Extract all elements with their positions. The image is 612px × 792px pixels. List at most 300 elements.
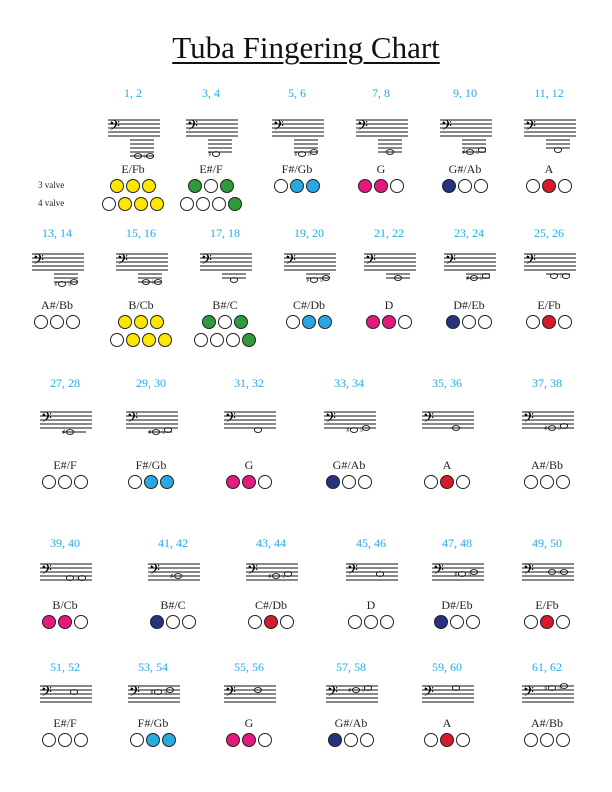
- note-name: G#/Ab: [334, 716, 368, 730]
- sharp-icon: ♯: [148, 428, 152, 437]
- bass-clef-icon: 𝄢: [129, 684, 140, 704]
- sharp-icon: ♯: [348, 686, 352, 695]
- bass-clef-icon: 𝄢: [117, 252, 128, 272]
- three-valve-fingering: [506, 615, 588, 629]
- valve-circle: [34, 315, 48, 329]
- valve-circle: [456, 733, 470, 747]
- valve-circle: [150, 615, 164, 629]
- valve-circle: [42, 475, 56, 489]
- bass-clef-icon: 𝄢: [347, 562, 358, 582]
- valve-circle: [162, 733, 176, 747]
- valve-circle: [478, 315, 492, 329]
- note-name: F#/Gb: [281, 162, 313, 176]
- valve-circle: [158, 333, 172, 347]
- sharp-icon: ♯: [208, 150, 212, 159]
- valve-circle: [212, 197, 226, 211]
- valve-circle: [542, 315, 556, 329]
- valve-circle: [202, 315, 216, 329]
- flat-icon: ♭: [558, 568, 562, 576]
- bass-clef-icon: 𝄢: [285, 252, 296, 272]
- valve-circle: [328, 733, 342, 747]
- staff-wrapper: [524, 250, 576, 280]
- valve-circle: [342, 475, 356, 489]
- note-numbers: 19, 20: [294, 226, 324, 240]
- bass-clef-icon: 𝄢: [523, 562, 534, 582]
- valve-circle: [58, 475, 72, 489]
- note-numbers: 27, 28: [50, 376, 80, 390]
- valve-circle: [204, 179, 218, 193]
- flat-icon: ♭: [362, 686, 366, 694]
- valve-circle: [218, 315, 232, 329]
- sharp-icon: ♯: [150, 688, 154, 697]
- staff: [224, 408, 276, 452]
- note-name: B/Cb: [128, 298, 154, 312]
- valve-circle: [474, 179, 488, 193]
- valve-circle: [358, 179, 372, 193]
- note-numbers: 49, 50: [532, 536, 562, 550]
- staff-wrapper: [186, 116, 238, 159]
- valve-circle: [110, 333, 124, 347]
- valve-circle: [242, 333, 256, 347]
- valve-circle: [150, 315, 164, 329]
- staff: [116, 250, 168, 294]
- valve-circle: [542, 179, 556, 193]
- three-valve-fingering: [268, 315, 350, 329]
- sharp-icon: ♯: [294, 150, 298, 159]
- sharp-icon: ♯: [544, 424, 548, 433]
- three-valve-fingering: [112, 733, 194, 747]
- three-valve-fingering: [184, 315, 266, 329]
- valve-circle: [126, 179, 140, 193]
- valve-circle: [258, 475, 272, 489]
- note-name: F#/Gb: [137, 716, 169, 730]
- valve-circle: [526, 179, 540, 193]
- flat-icon: ♭: [308, 150, 312, 158]
- bass-clef-icon: 𝄢: [365, 252, 376, 272]
- bass-clef-icon: 𝄢: [109, 118, 120, 138]
- valve-circle: [134, 315, 148, 329]
- sharp-icon: ♯: [54, 280, 58, 289]
- valve-circle: [360, 733, 374, 747]
- bass-clef-icon: 𝄢: [41, 684, 52, 704]
- valve-circle: [146, 733, 160, 747]
- flat-icon: ♭: [320, 276, 324, 284]
- note-numbers: 31, 32: [234, 376, 264, 390]
- staff-wrapper: [200, 250, 252, 280]
- staff: [444, 250, 496, 294]
- valve-circle: [74, 475, 88, 489]
- staff-wrapper: [40, 560, 92, 590]
- note-numbers: 5, 6: [288, 86, 306, 100]
- three-valve-fingering: [100, 315, 182, 329]
- valve-circle: [374, 179, 388, 193]
- bass-clef-icon: 𝄢: [433, 562, 444, 582]
- bass-clef-icon: 𝄢: [523, 684, 534, 704]
- valve-circle: [358, 475, 372, 489]
- valve-circle: [440, 475, 454, 489]
- valve-circle: [242, 475, 256, 489]
- note-name: A#/Bb: [530, 716, 563, 730]
- three-valve-fingering: [24, 615, 106, 629]
- note-numbers: 23, 24: [454, 226, 484, 240]
- note-name: D: [366, 598, 376, 612]
- valve-circle: [142, 179, 156, 193]
- note-name: G#/Ab: [332, 458, 366, 472]
- flat-icon: ♭: [480, 274, 484, 282]
- valve-circle: [134, 197, 148, 211]
- note-numbers: 25, 26: [534, 226, 564, 240]
- sharp-icon: ♯: [268, 572, 272, 581]
- three-valve-fingering: [92, 179, 174, 193]
- valve-circle: [450, 615, 464, 629]
- note-numbers: 21, 22: [374, 226, 404, 240]
- staff-wrapper: [422, 408, 474, 438]
- valve-circle: [228, 197, 242, 211]
- staff-wrapper: [284, 250, 336, 285]
- note-numbers: 39, 40: [50, 536, 80, 550]
- valve-circle: [442, 179, 456, 193]
- note-name: A: [544, 162, 554, 176]
- valve-circle: [456, 475, 470, 489]
- staff-wrapper: [524, 116, 576, 146]
- sharp-icon: ♯: [466, 274, 470, 283]
- bass-clef-icon: 𝄢: [41, 410, 52, 430]
- note-name: E#/F: [53, 716, 77, 730]
- valve-circle: [248, 615, 262, 629]
- staff-wrapper: [324, 408, 376, 438]
- flat-icon: ♭: [468, 570, 472, 578]
- valve-circle: [540, 733, 554, 747]
- staff-wrapper: [522, 408, 574, 438]
- three-valve-fingering: [308, 475, 390, 489]
- note-name: G: [376, 162, 386, 176]
- valve-circle: [558, 179, 572, 193]
- staff-wrapper: [422, 682, 474, 712]
- valve-circle: [274, 179, 288, 193]
- page-title: Tuba Fingering Chart: [172, 30, 440, 65]
- valve-circle: [458, 179, 472, 193]
- valve-circle: [118, 197, 132, 211]
- three-valve-fingering: [506, 733, 588, 747]
- bass-clef-icon: 𝄢: [423, 684, 434, 704]
- sharp-icon: ♯: [62, 428, 66, 437]
- bass-clef-icon: 𝄢: [225, 410, 236, 430]
- flat-icon: ♭: [164, 688, 168, 696]
- staff-wrapper: [126, 408, 178, 438]
- three-valve-fingering: [208, 475, 290, 489]
- valve-circle: [364, 615, 378, 629]
- valve-circle: [196, 197, 210, 211]
- sharp-icon: ♯: [544, 684, 548, 693]
- valve-circle: [382, 315, 396, 329]
- three-valve-fingering: [16, 315, 98, 329]
- bass-clef-icon: 𝄢: [225, 684, 236, 704]
- three-valve-fingering: [24, 475, 106, 489]
- staff: [524, 116, 576, 160]
- staff-wrapper: [224, 682, 276, 712]
- staff: [126, 408, 178, 452]
- staff: [40, 408, 92, 452]
- three-valve-fingering: [330, 615, 412, 629]
- three-valve-fingering: [416, 615, 498, 629]
- four-valve-fingering: [184, 333, 266, 347]
- three-valve-fingering: [406, 475, 488, 489]
- note-numbers: 55, 56: [234, 660, 264, 674]
- note-numbers: 59, 60: [432, 660, 462, 674]
- staff-wrapper: [224, 408, 276, 438]
- valve-circle: [526, 315, 540, 329]
- staff-wrapper: [272, 116, 324, 159]
- staff-wrapper: [116, 250, 168, 286]
- staff-wrapper: [346, 560, 398, 590]
- staff: [200, 250, 252, 294]
- note-numbers: 13, 14: [42, 226, 72, 240]
- valve-circle: [258, 733, 272, 747]
- note-name: G: [244, 716, 254, 730]
- three-valve-fingering: [424, 179, 506, 193]
- note-name: G: [244, 458, 254, 472]
- staff-wrapper: [32, 250, 84, 289]
- bass-clef-icon: 𝄢: [325, 410, 336, 430]
- note-name: A#/Bb: [40, 298, 73, 312]
- staff-wrapper: [440, 116, 492, 157]
- three-valve-fingering: [428, 315, 510, 329]
- note-name: A#/Bb: [530, 458, 563, 472]
- three-valve-fingering: [170, 179, 252, 193]
- three-valve-fingering: [24, 733, 106, 747]
- valve-circle: [42, 615, 56, 629]
- note-name: A: [442, 716, 452, 730]
- valve-circle: [110, 179, 124, 193]
- flat-icon: ♭: [476, 148, 480, 156]
- sharp-icon: ♯: [454, 570, 458, 579]
- note-numbers: 51, 52: [50, 660, 80, 674]
- note-numbers: 3, 4: [202, 86, 220, 100]
- valve-circle: [524, 733, 538, 747]
- valve-circle: [556, 475, 570, 489]
- note-name: D#/Eb: [453, 298, 485, 312]
- sharp-icon: ♯: [170, 572, 174, 581]
- valve-circle: [128, 475, 142, 489]
- staff: [284, 250, 336, 294]
- valve-circle: [188, 179, 202, 193]
- valve-circle: [540, 475, 554, 489]
- valve-circle: [280, 615, 294, 629]
- valve-circle: [66, 315, 80, 329]
- staff-wrapper: [108, 116, 160, 160]
- bass-clef-icon: 𝄢: [41, 562, 52, 582]
- note-numbers: 9, 10: [453, 86, 477, 100]
- valve-circle: [366, 315, 380, 329]
- valve-circle: [226, 475, 240, 489]
- valve-circle: [74, 733, 88, 747]
- flat-icon: ♭: [560, 272, 564, 280]
- staff-wrapper: [522, 560, 574, 590]
- note-numbers: 41, 42: [158, 536, 188, 550]
- four-valve-fingering: [170, 197, 252, 211]
- sharp-icon: ♯: [346, 426, 350, 435]
- bass-clef-icon: 𝄢: [441, 118, 452, 138]
- valve-circle: [242, 733, 256, 747]
- valve-circle: [150, 197, 164, 211]
- three-valve-fingering: [506, 475, 588, 489]
- valve-circle: [144, 475, 158, 489]
- valve-circle: [264, 615, 278, 629]
- bass-clef-icon: 𝄢: [127, 410, 138, 430]
- valve-circle: [220, 179, 234, 193]
- valve-circle: [390, 179, 404, 193]
- valve-circle: [118, 315, 132, 329]
- note-name: D: [384, 298, 394, 312]
- note-name: A: [442, 458, 452, 472]
- note-name: C#/Db: [292, 298, 325, 312]
- note-name: E/Fb: [535, 598, 559, 612]
- valve-circle: [398, 315, 412, 329]
- staff-wrapper: [432, 560, 484, 590]
- valve-circle: [74, 615, 88, 629]
- three-valve-fingering: [310, 733, 392, 747]
- staff: [272, 116, 324, 160]
- valve-circle: [434, 615, 448, 629]
- note-name: E#/F: [53, 458, 77, 472]
- valve-circle: [102, 197, 116, 211]
- staff: [32, 250, 84, 294]
- note-name: E/Fb: [537, 298, 561, 312]
- bass-clef-icon: 𝄢: [423, 410, 434, 430]
- valve-circle: [558, 315, 572, 329]
- three-valve-fingering: [406, 733, 488, 747]
- valve-circle: [318, 315, 332, 329]
- note-numbers: 15, 16: [126, 226, 156, 240]
- note-name: D#/Eb: [441, 598, 473, 612]
- three-valve-fingering: [340, 179, 422, 193]
- valve-circle: [424, 475, 438, 489]
- valve-circle: [286, 315, 300, 329]
- note-name: G#/Ab: [448, 162, 482, 176]
- valve-circle: [446, 315, 460, 329]
- staff: [356, 116, 408, 160]
- bass-clef-icon: 𝄢: [357, 118, 368, 138]
- valve-circle: [306, 179, 320, 193]
- valve-circle: [126, 333, 140, 347]
- bass-clef-icon: 𝄢: [525, 118, 536, 138]
- flat-icon: ♭: [162, 428, 166, 436]
- valve-circle: [424, 733, 438, 747]
- sharp-icon: ♯: [306, 276, 310, 285]
- flat-icon: ♭: [558, 424, 562, 432]
- valve-circle: [160, 475, 174, 489]
- staff-wrapper: [128, 682, 180, 712]
- staff-wrapper: [246, 560, 298, 590]
- bass-clef-icon: 𝄢: [247, 562, 258, 582]
- flat-icon: ♭: [68, 280, 72, 288]
- staff: [422, 408, 474, 452]
- flat-icon: ♭: [152, 278, 156, 286]
- valve-circle: [540, 615, 554, 629]
- three-valve-fingering: [348, 315, 430, 329]
- three-valve-fingering: [508, 315, 590, 329]
- staff: [524, 250, 576, 294]
- valve-circle: [466, 615, 480, 629]
- staff-wrapper: [444, 250, 496, 283]
- valve-circle: [462, 315, 476, 329]
- bass-clef-icon: 𝄢: [523, 410, 534, 430]
- bass-clef-icon: 𝄢: [273, 118, 284, 138]
- valve-circle: [226, 333, 240, 347]
- flat-icon: ♭: [282, 572, 286, 580]
- valve-circle: [42, 733, 56, 747]
- flat-icon: ♭: [144, 152, 148, 160]
- three-valve-label: 3 valve: [38, 180, 65, 190]
- three-valve-fingering: [256, 179, 338, 193]
- valve-circle: [326, 475, 340, 489]
- valve-circle: [524, 615, 538, 629]
- valve-circle: [210, 333, 224, 347]
- staff: [522, 408, 574, 452]
- note-numbers: 43, 44: [256, 536, 286, 550]
- valve-circle: [180, 197, 194, 211]
- staff: [324, 408, 376, 452]
- note-numbers: 53, 54: [138, 660, 168, 674]
- note-name: E/Fb: [121, 162, 145, 176]
- staff: [186, 116, 238, 160]
- staff: [440, 116, 492, 160]
- note-name: B#/C: [212, 298, 238, 312]
- note-numbers: 11, 12: [534, 86, 564, 100]
- sharp-icon: ♯: [462, 148, 466, 157]
- three-valve-fingering: [110, 475, 192, 489]
- note-name: E#/F: [199, 162, 223, 176]
- note-numbers: 35, 36: [432, 376, 462, 390]
- note-numbers: 29, 30: [136, 376, 166, 390]
- valve-circle: [556, 615, 570, 629]
- valve-circle: [50, 315, 64, 329]
- valve-circle: [380, 615, 394, 629]
- staff: [108, 116, 160, 160]
- staff: [364, 250, 416, 294]
- valve-circle: [194, 333, 208, 347]
- note-name: F#/Gb: [135, 458, 167, 472]
- bass-clef-icon: 𝄢: [33, 252, 44, 272]
- valve-circle: [58, 615, 72, 629]
- note-numbers: 1, 2: [124, 86, 142, 100]
- bass-clef-icon: 𝄢: [187, 118, 198, 138]
- note-numbers: 33, 34: [334, 376, 364, 390]
- staff-wrapper: [40, 408, 92, 438]
- valve-circle: [234, 315, 248, 329]
- note-numbers: 47, 48: [442, 536, 472, 550]
- four-valve-fingering: [92, 197, 174, 211]
- flat-icon: ♭: [360, 426, 364, 434]
- bass-clef-icon: 𝄢: [201, 252, 212, 272]
- staff-wrapper: [356, 116, 408, 146]
- note-name: B#/C: [160, 598, 186, 612]
- valve-circle: [302, 315, 316, 329]
- valve-circle: [290, 179, 304, 193]
- valve-circle: [58, 733, 72, 747]
- four-valve-fingering: [100, 333, 182, 347]
- four-valve-label: 4 valve: [38, 198, 65, 208]
- three-valve-fingering: [508, 179, 590, 193]
- bass-clef-icon: 𝄢: [525, 252, 536, 272]
- valve-circle: [130, 733, 144, 747]
- note-numbers: 17, 18: [210, 226, 240, 240]
- staff-wrapper: [522, 682, 574, 712]
- note-name: C#/Db: [254, 598, 287, 612]
- valve-circle: [344, 733, 358, 747]
- staff-wrapper: [326, 682, 378, 712]
- staff-wrapper: [40, 682, 92, 712]
